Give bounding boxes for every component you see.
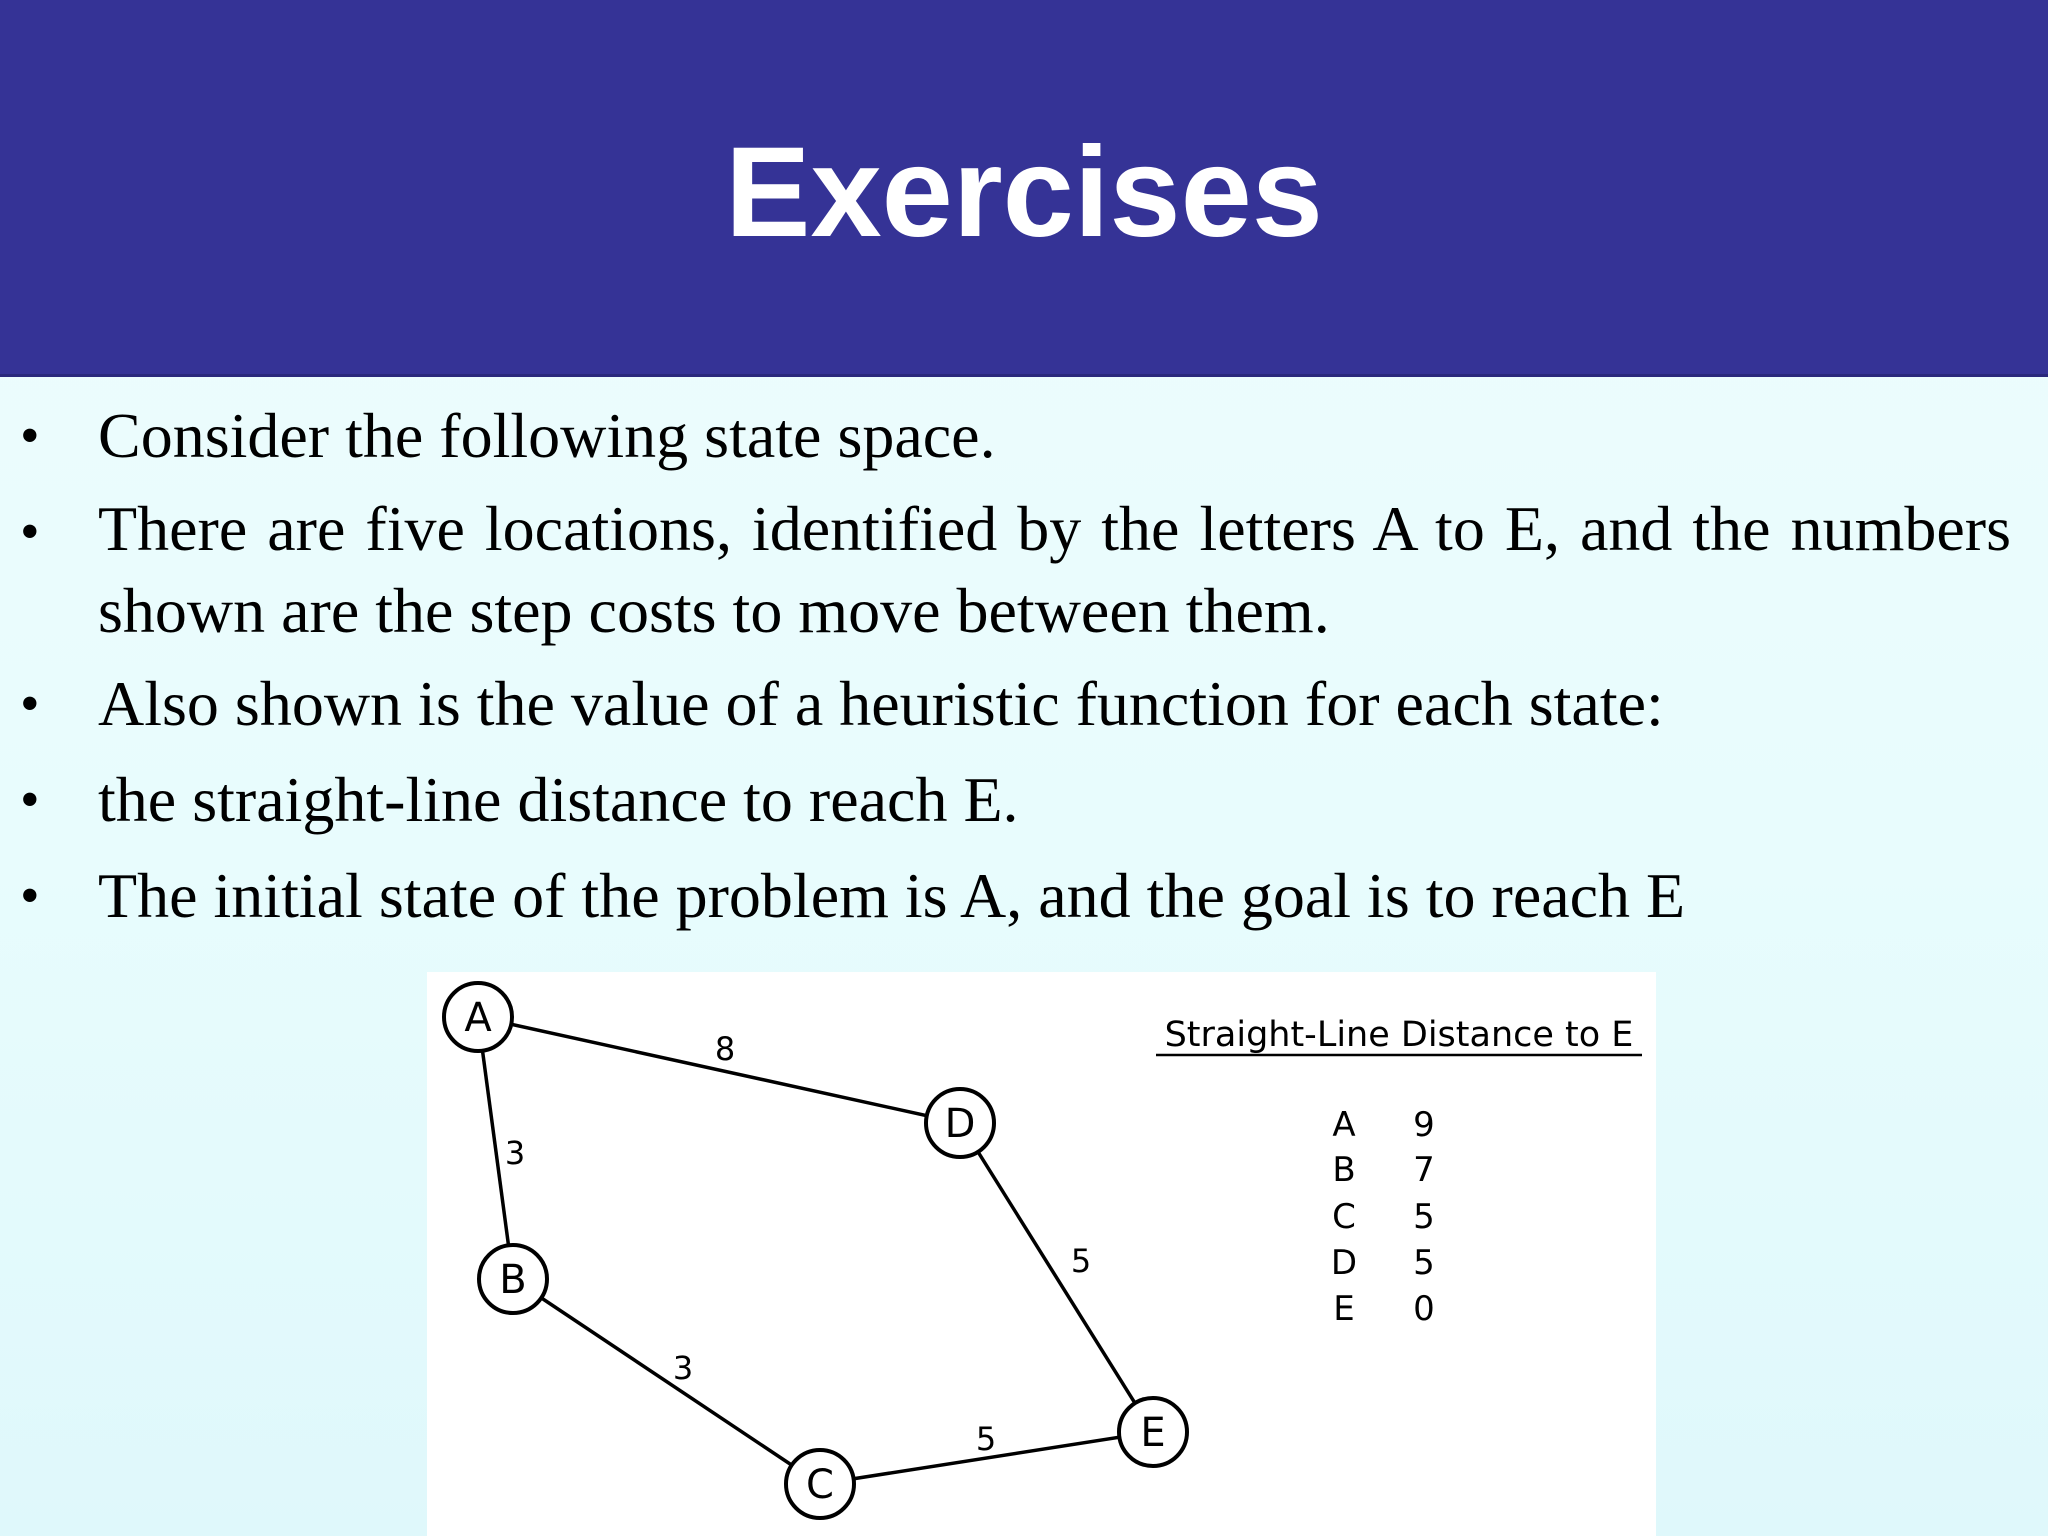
node-label: A xyxy=(464,995,492,1041)
edge-label-d-e: 5 xyxy=(1070,1242,1092,1280)
node-label: E xyxy=(1140,1410,1166,1456)
edge-d-e xyxy=(960,1123,1153,1432)
heuristic-state: A xyxy=(1332,1105,1356,1145)
node-d xyxy=(926,1089,994,1157)
bullet-text: There are five locations, identified by the letters A to E, and the numbers shown are the step costs to move between them. xyxy=(98,493,2011,646)
node-b xyxy=(479,1245,547,1313)
heuristic-value: 5 xyxy=(1413,1243,1435,1283)
heuristic-row xyxy=(1332,1105,1434,1145)
heuristic-state: B xyxy=(1332,1150,1356,1190)
heuristic-row xyxy=(1331,1243,1435,1283)
bullet-item xyxy=(0,392,2048,480)
edge-label-c-e: 5 xyxy=(975,1420,997,1458)
slide-title: Exercises xyxy=(725,121,1323,264)
bullet-text: the straight-line distance to reach E. xyxy=(98,764,1019,835)
heuristic-table-title: Straight-Line Distance to E xyxy=(1164,1015,1634,1055)
node-a xyxy=(444,983,512,1051)
heuristic-value: 9 xyxy=(1413,1105,1435,1145)
bullet-text: The initial state of the problem is A, and the goal is to reach E xyxy=(98,860,1686,931)
heuristic-value: 0 xyxy=(1413,1289,1435,1329)
node-label: C xyxy=(806,1462,834,1508)
heuristic-value: 5 xyxy=(1413,1197,1435,1237)
edge-b-c xyxy=(513,1279,820,1484)
bullet-text: Also shown is the value of a heuristic function for each state: xyxy=(98,668,1664,739)
bullet-icon: • xyxy=(20,405,40,467)
bullet-item xyxy=(0,660,2048,748)
edge-label-a-d: 8 xyxy=(714,1030,736,1068)
slide-header xyxy=(0,0,2048,377)
bullet-list xyxy=(0,392,2048,948)
bullet-icon: • xyxy=(20,865,40,927)
node-label: D xyxy=(944,1101,976,1147)
bullet-icon: • xyxy=(20,673,40,735)
state-space-figure xyxy=(427,972,1656,1536)
heuristic-row xyxy=(1332,1197,1435,1237)
bullet-item xyxy=(0,488,2048,652)
node-label: B xyxy=(499,1257,527,1303)
state-space-diagram xyxy=(427,972,1656,1536)
bullet-text: Consider the following state space. xyxy=(98,400,996,471)
bullet-icon: • xyxy=(20,769,40,831)
bullet-icon: • xyxy=(20,501,40,563)
heuristic-state: C xyxy=(1332,1197,1356,1237)
heuristic-state: D xyxy=(1330,1243,1358,1283)
heuristic-value: 7 xyxy=(1413,1150,1435,1190)
heuristic-state: E xyxy=(1333,1289,1355,1329)
heuristic-table xyxy=(1156,1015,1642,1329)
bullet-item xyxy=(0,852,2048,940)
edge-label-a-b: 3 xyxy=(504,1134,526,1172)
heuristic-row xyxy=(1333,1289,1435,1329)
node-c xyxy=(786,1450,854,1518)
node-e xyxy=(1119,1398,1187,1466)
edge-label-b-c: 3 xyxy=(672,1349,694,1387)
heuristic-row xyxy=(1332,1150,1434,1190)
bullet-item xyxy=(0,756,2048,844)
